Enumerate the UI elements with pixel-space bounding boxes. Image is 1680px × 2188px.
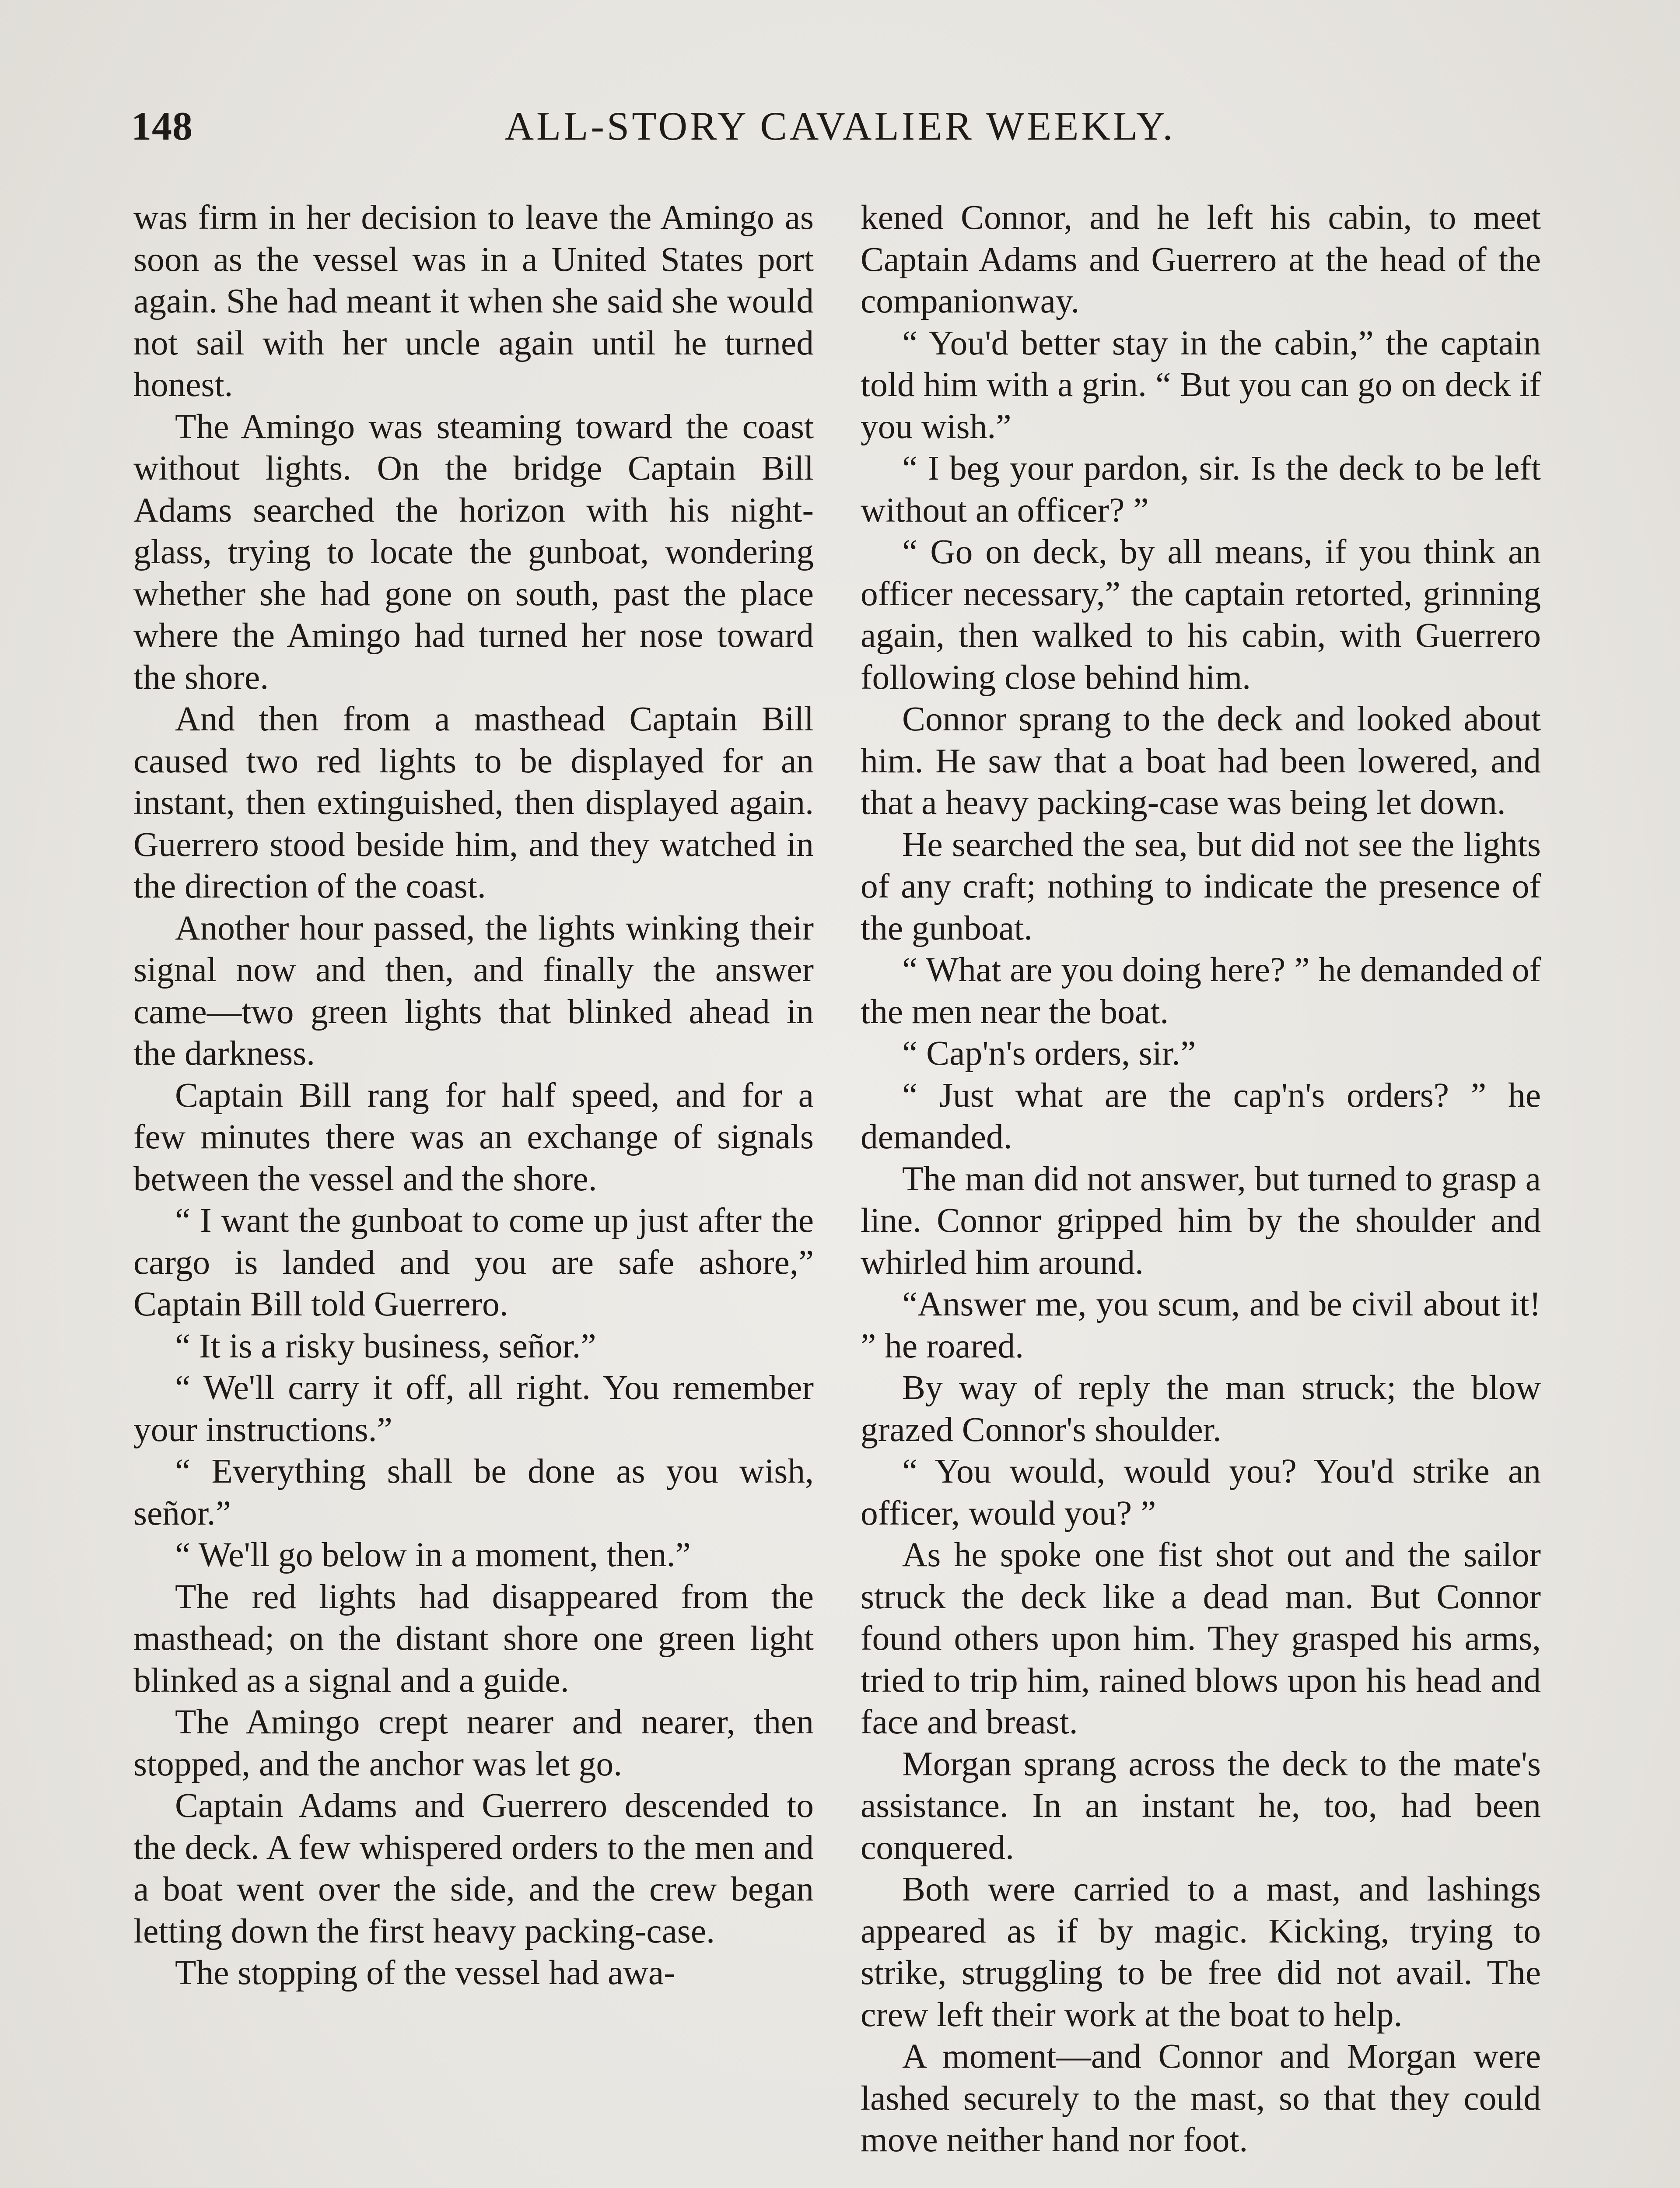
paragraph: kened Connor, and he left his cabin, to meet Captain Adams and Guerrero at the head of the companionway. xyxy=(861,198,1541,320)
paragraph: “ I want the gunboat to come up just after the cargo is landed and you are safe ashore,” Captain Bill told Guerrero. xyxy=(133,1201,814,1323)
paragraph: And then from a masthead Captain Bill caused two red lights to be displayed for an instant, then extinguished, then displayed again. Guerrero stood beside him, and they watched in the direction of the coast. xyxy=(133,700,814,905)
paragraph: “ It is a risky business, señor.” xyxy=(175,1326,596,1365)
paragraph: “ We'll go below in a moment, then.” xyxy=(175,1536,691,1574)
paragraph: The Amingo crept nearer and nearer, then stopped, and the anchor was let go. xyxy=(133,1703,814,1783)
paragraph: “ We'll carry it off, all right. You remember your instructions.” xyxy=(133,1368,814,1449)
paragraph: “ Just what are the cap'n's orders? ” he demanded. xyxy=(861,1076,1541,1156)
paragraph: The man did not answer, but turned to grasp a line. Connor gripped him by the shoulder and whirled him around. xyxy=(861,1159,1541,1282)
paragraph: The red lights had disappeared from the masthead; on the distant shore one green light blinked as a signal and a guide. xyxy=(133,1577,814,1700)
paragraph: “ Cap'n's orders, sir.” xyxy=(902,1034,1196,1073)
paragraph: Captain Adams and Guerrero descended to the deck. A few whispered orders to the men and a boat went over the side, and the crew began letting down the first heavy packing-case. xyxy=(133,1786,814,1950)
paragraph: The stopping of the vessel had awa- xyxy=(175,1953,676,1992)
paragraph: A moment—and Connor and Morgan were lashed securely to the mast, so that they could move neither hand nor foot. xyxy=(861,2037,1541,2159)
paragraph: As he spoke one fist shot out and the sailor struck the deck like a dead man. But Connor found others upon him. They grasped his arms, tried to trip him, rained blows upon his head and face and breast. xyxy=(861,1536,1541,1741)
left-column xyxy=(133,197,814,1994)
page-number: 148 xyxy=(131,104,193,148)
paragraph: The Amingo was steaming toward the coast without lights. On the bridge Captain Bill Adams searched the horizon with his night-glass, trying to locate the gunboat, wondering whether she had gone on south, past the place where the Amingo had turned her nose toward the shore. xyxy=(133,407,814,697)
paragraph: Another hour passed, the lights winking their signal now and then, and finally the answer came—two green lights that blinked ahead in the darkness. xyxy=(133,908,814,1073)
page-header xyxy=(131,103,1549,160)
paragraph: “ Go on deck, by all means, if you think an officer necessary,” the captain retorted, grinning again, then walked to his cabin, with Guerrero following close behind him. xyxy=(861,533,1541,697)
paragraph: “Answer me, you scum, and be civil about it! ” he roared. xyxy=(861,1285,1541,1365)
running-head: ALL-STORY CAVALIER WEEKLY. xyxy=(504,104,1176,148)
paragraph: “ You'd better stay in the cabin,” the captain told him with a grin. “ But you can go on deck if you wish.” xyxy=(861,323,1541,446)
paragraph: “ Everything shall be done as you wish, señor.” xyxy=(133,1452,814,1532)
paragraph: “ I beg your pardon, sir. Is the deck to be left without an officer? ” xyxy=(861,449,1541,529)
paragraph: By way of reply the man struck; the blow grazed Connor's shoulder. xyxy=(861,1368,1541,1449)
paragraph: was firm in her decision to leave the Amingo as soon as the vessel was in a United States port again. She had meant it when she said she would not sail with her uncle again until he turned honest. xyxy=(133,198,814,404)
paragraph: Both were carried to a mast, and lashings appeared as if by magic. Kicking, trying to strike, struggling to be free did not avail. The crew left their work at the boat to help. xyxy=(861,1870,1541,2034)
paragraph: “ You would, would you? You'd strike an officer, would you? ” xyxy=(861,1452,1541,1532)
paragraph: He searched the sea, but did not see the lights of any craft; nothing to indicate the presence of the gunboat. xyxy=(861,825,1541,947)
paragraph: Connor sprang to the deck and looked about him. He saw that a boat had been lowered, and that a heavy packing-case was being let down. xyxy=(861,700,1541,822)
paragraph: “ What are you doing here? ” he demanded of the men near the boat. xyxy=(861,950,1541,1031)
paragraph: Captain Bill rang for half speed, and for a few minutes there was an exchange of signals between the vessel and the shore. xyxy=(133,1076,814,1198)
paragraph: Morgan sprang across the deck to the mate's assistance. In an instant he, too, had been conquered. xyxy=(861,1744,1541,1867)
right-column xyxy=(861,197,1541,2161)
